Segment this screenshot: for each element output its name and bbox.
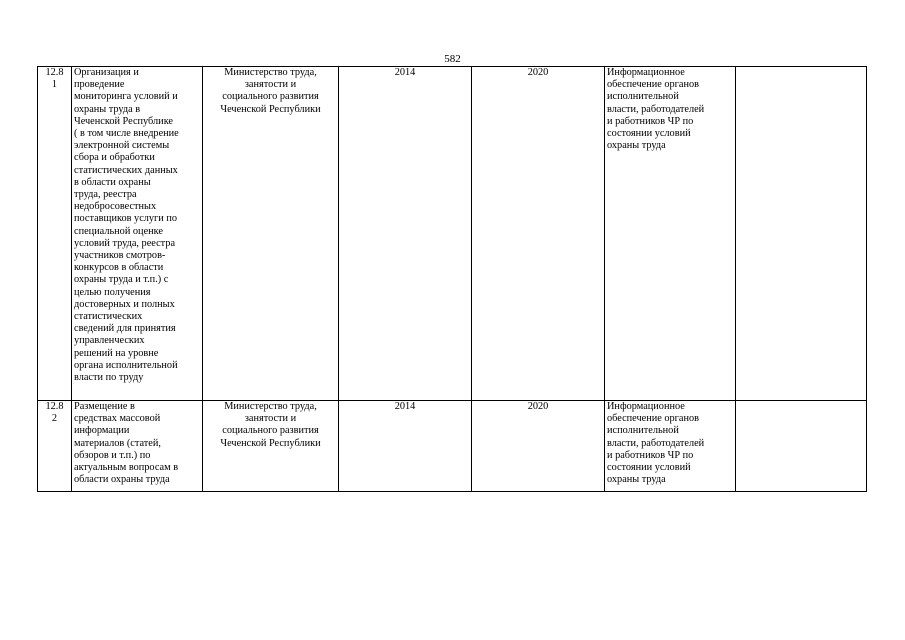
result-cell bbox=[605, 401, 736, 492]
start-year: 2014 bbox=[394, 401, 416, 412]
note-cell bbox=[736, 401, 867, 492]
result-cell bbox=[605, 67, 736, 401]
executor-text: Министерство труда, занятости и социального развития Чеченской Республики bbox=[220, 67, 321, 115]
table-row bbox=[38, 67, 867, 401]
measure-cell bbox=[72, 67, 203, 401]
start-year-cell bbox=[339, 67, 472, 401]
end-year-cell bbox=[472, 401, 605, 492]
executor-text: Министерство труда, занятости и социального развития Чеченской Республики bbox=[220, 401, 321, 449]
measure-cell bbox=[72, 401, 203, 492]
end-year-cell bbox=[472, 67, 605, 401]
executor-cell bbox=[203, 401, 339, 492]
measure-text: Размещение в средствах массовой информации материалов (статей, обзоров и т.п.) по актуальным вопросам в области охраны труда bbox=[74, 401, 179, 486]
row-number-cell bbox=[38, 67, 72, 401]
page-number: 582 bbox=[444, 53, 461, 65]
start-year-cell bbox=[339, 401, 472, 492]
note-cell bbox=[736, 67, 867, 401]
end-year: 2020 bbox=[527, 401, 549, 412]
executor-cell bbox=[203, 67, 339, 401]
start-year: 2014 bbox=[394, 67, 416, 78]
result-text: Информационное обеспечение органов исполнительной власти, работодателей и работников ЧР по состоянии условий охраны труда bbox=[607, 67, 705, 152]
row-number: 12.8 1 bbox=[45, 67, 64, 91]
row-number-cell bbox=[38, 401, 72, 492]
end-year: 2020 bbox=[527, 67, 549, 78]
result-text: Информационное обеспечение органов исполнительной власти, работодателей и работников ЧР по состоянии условий охраны труда bbox=[607, 401, 705, 486]
measures-table bbox=[37, 66, 867, 492]
row-number: 12.8 2 bbox=[45, 401, 64, 425]
table-row bbox=[38, 401, 867, 492]
measure-text: Организация и проведение мониторинга условий и охраны труда в Чеченской Республике ( в том числе внедрение электронной системы сбора и обработки статистических данных в области охраны труда, реестра недобросовестных поставщиков услуги по специальной оценке условий труда, реестра участников смотров- конкурсов в области охраны труда и т.п.) с целью получения достоверных и полных статистических сведений для принятия управленческих решений на уровне органа исполнительной власти по труду bbox=[74, 67, 179, 384]
